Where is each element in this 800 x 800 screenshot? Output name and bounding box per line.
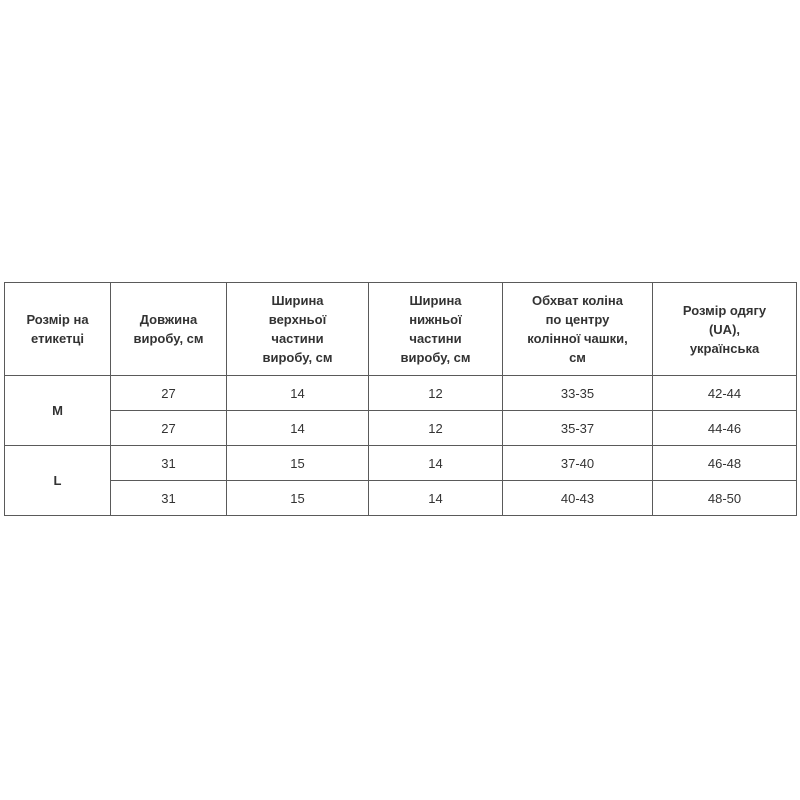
header-top-width xyxy=(227,283,369,376)
header-bottom-width xyxy=(369,283,503,376)
table-cell: 27 xyxy=(111,376,227,411)
table-row xyxy=(5,411,797,446)
header-text: виробу, см xyxy=(133,331,204,346)
table-cell: 37-40 xyxy=(503,446,653,481)
size-label-cell: L xyxy=(5,446,111,516)
table-cell: 14 xyxy=(369,481,503,516)
header-text: Розмір одягу xyxy=(682,302,767,318)
table-row xyxy=(5,446,797,481)
table-row xyxy=(5,376,797,411)
header-text: частини xyxy=(271,331,324,346)
header-text: Обхват коліна xyxy=(532,293,623,308)
header-text: Ширина xyxy=(409,293,462,308)
header-text: (UA), xyxy=(708,321,741,337)
header-text: виробу, см xyxy=(400,350,471,365)
table-cell: 48-50 xyxy=(653,481,797,516)
table-cell: 14 xyxy=(227,376,369,411)
header-text: частини xyxy=(409,331,462,346)
size-chart-table xyxy=(4,282,797,516)
table-cell: 12 xyxy=(369,376,503,411)
header-clothing-size xyxy=(653,283,797,376)
header-knee-circumference xyxy=(503,283,653,376)
table-cell: 27 xyxy=(111,411,227,446)
header-text: Довжина xyxy=(139,312,198,327)
header-text: етикетці xyxy=(31,331,84,346)
table-cell: 33-35 xyxy=(503,376,653,411)
table-cell: 46-48 xyxy=(653,446,797,481)
table-cell: 35-37 xyxy=(503,411,653,446)
table-cell: 31 xyxy=(111,481,227,516)
table-cell: 42-44 xyxy=(653,376,797,411)
header-text: виробу, см xyxy=(262,350,333,365)
table-cell: 15 xyxy=(227,481,369,516)
header-text: українська xyxy=(689,340,760,356)
table-cell: 14 xyxy=(369,446,503,481)
header-row xyxy=(5,283,797,376)
table-row xyxy=(5,481,797,516)
header-text: Розмір на xyxy=(26,312,89,327)
table-cell: 12 xyxy=(369,411,503,446)
header-text: по центру xyxy=(545,312,610,327)
header-length xyxy=(111,283,227,376)
header-text: верхньої xyxy=(268,312,327,327)
table-cell: 14 xyxy=(227,411,369,446)
header-label-size xyxy=(5,283,111,376)
table-cell: 40-43 xyxy=(503,481,653,516)
size-label-cell: M xyxy=(5,376,111,446)
header-text: колінної чашки, xyxy=(527,331,628,346)
table-cell: 44-46 xyxy=(653,411,797,446)
table-cell: 15 xyxy=(227,446,369,481)
table-cell: 31 xyxy=(111,446,227,481)
header-text: Ширина xyxy=(271,293,324,308)
header-text: см xyxy=(569,350,586,365)
header-text: нижньої xyxy=(409,312,462,327)
